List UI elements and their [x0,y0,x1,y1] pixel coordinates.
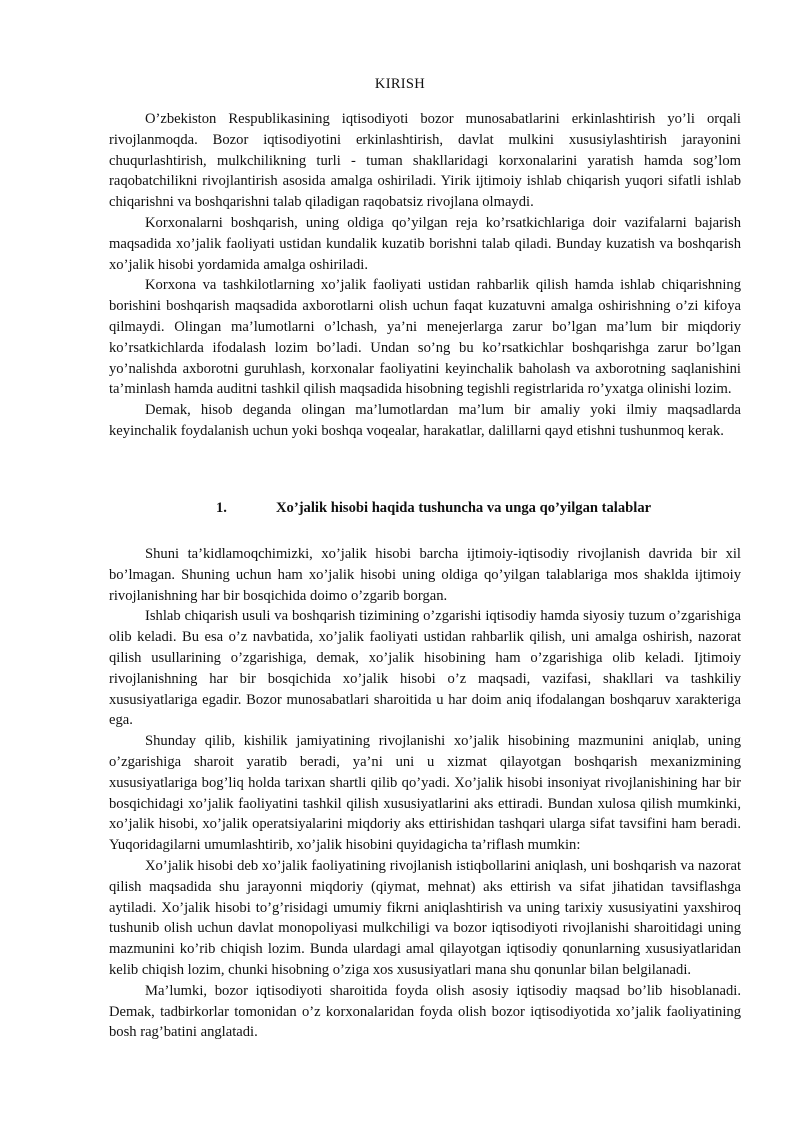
section-text [109,544,741,1043]
paragraph: Ishlab chiqarish usuli va boshqarish tizimining o’zgarishi iqtisodiy hamda siyosiy tuzum o’zgarishiga olib keladi. Bu esa o’z navbatida, xo’jalik faoliyati ustidan rahbarlik qilish, uni amalga oshirish, nazorat qilish usullarining o’zgarishiga, demak, xo’jalik hisobining ham o’zgarishiga olib keladi. Ijtimoiy rivojlanishning har bir bosqichida xo’jalik hisobi o’z maqsadi, vazifasi, shakllari va tashkiliy xususiyatlariga egadir. Bozor munosabatlari sharoitida u har doim aniq ifodalangan boshqaruv xarakteriga ega. [109,608,741,729]
paragraph: Korxonalarni boshqarish, uning oldiga qo’yilgan reja ko’rsatkichlariga doir vazifalarni bajarish maqsadida xo’jalik faoliyati ustidan kundalik kuzatib borishni talab qiladi. Bunday kuzatish va boshqarish xo’jalik hisobi yordamida amalga oshiriladi. [109,214,741,273]
paragraph: Ma’lumki, bozor iqtisodiyoti sharoitida foyda olish asosiy iqtisodiy maqsad bo’lib hisoblanadi. Demak, tadbirkorlar tomonidan o’z korxonalaridan foyda olish bozor iqtisodiyotida xo’jalik faoliyatining bosh rag’batini anglatadi. [109,982,741,1041]
paragraph: Shunday qilib, kishilik jamiyatining rivojlanishi xo’jalik hisobining mazmunini aniqlab, uning o’zgarishiga sharoit yaratib beradi, ya’ni uni u xizmat qilayotgan boshqarish mexanizmining xususiyatlariga bog’liq holda tarixan shartli qilib qo’yadi. Xo’jalik hisobi insoniyat rivojlanishining har bir bosqichidagi xo’jalik faoliyatini tashkil qilish xususiyatlarini aks ettiradi. Bundan xulosa qilish mumkinki, xo’jalik hisobi, xo’jalik operatsiyalarini miqdoriy aks ettirishidan tashqari ularga sifat tavsifini ham beradi. Yuqoridagilarni umumlashtirib, xo’jalik hisobini quyidagicha ta’riflash mumkin: [109,733,741,854]
paragraph: Shuni ta’kidlamoqchimizki, xo’jalik hisobi barcha ijtimoiy-iqtisodiy rivojlanish davrida bir xil bo’lmagan. Shuning uchun ham xo’jalik hisobi uning oldiga qo’yilgan talablariga mos shaklda ijtimoiy rivojlanishning har bir bosqichida doimo o’zgarib borgan. [109,546,741,604]
paragraph: Demak, hisob deganda olingan ma’lumotlardan ma’lum bir amaliy yoki ilmiy maqsadlarda keyinchalik foydalanish uchun yoki boshqa voqealar, harakatlar, dalillarni qayd etishni tushunmoq kerak. [109,402,741,439]
paragraph: Xo’jalik hisobi deb xo’jalik faoliyatining rivojlanish istiqbollarini aniqlash, uni boshqarish va nazorat qilish maqsadida shu jarayonni miqdoriy (qiymat, mehnat) aks ettirish va sifat jihatidan tavsiflashga aytiladi. Xo’jalik hisobi to’g’risidagi umumiy fikrni aniqlashtirish va uning tarixiy xususiyatini yaxshiroq tushunib olish uchun davlat monopoliyasi mulkchiligi va bozor iqtisodiyoti rivojlanishi sharoitidagi uning mazmunini ko’rib chiqish lozim. Bunda ulardagi amal qilayotgan iqtisodiy qonunlarning xususiyatlaridan kelib chiqish lozim, chunki hisobning o’ziga xos xususiyatlari mana shu qonunlar bilan belgilanadi. [109,857,741,978]
paragraph: O’zbekiston Respublikasining iqtisodiyoti bozor munosabatlarini erkinlashtirish yo’li orqali rivojlanmoqda. Bozor iqtisodiyotini erkinlashtirish, davlat mulkini xususiylashtirish jarayonini chuqurlashtirish, mulkchilikning turli - tuman shakllaridagi korxonalarini yaratish hamda sog’lom raqobatchilikni rivojlantirish asosida amalga oshiriladi. Yirik ijtimoiy ishlab chiqarish yuqori sifatli ishlab chiqarishni va boshqarishni talab qiladigan raqobatsiz rivojlana olmaydi. [109,111,741,211]
paragraph: Korxona va tashkilotlarning xo’jalik faoliyati ustidan rahbarlik qilish hamda ishlab chiqarishning borishini boshqarish maqsadida axborotlarni olish uchun faqat kuzatuvni amalga oshirishning o’zi kifoya qilmaydi. Olingan ma’lumotlarni o’lchash, ya’ni menejerlarga zarur bo’lgan ma’lum bir miqdoriy ko’rsatkichlarda ifodalash lozim bo’ladi. Undan so’ng bu ko’rsatkichlar boshqarishga zarur bo’lgan yo’nalishda axborotni guruhlash, korxonalar faoliyatini keyinchalik baholash va axborotning saqlanishini ta’minlash hamda auditni tashkil qilish maqsadida hisobning tegishli registrlarida ro’yxatga olinishi lozim. [109,277,741,398]
page-title: KIRISH [374,76,426,92]
intro-text [109,109,741,442]
section-title: Xo’jalik hisobi haqida tushuncha va unga qo’yilgan talablar [276,500,652,516]
section-number: 1. [216,500,227,516]
